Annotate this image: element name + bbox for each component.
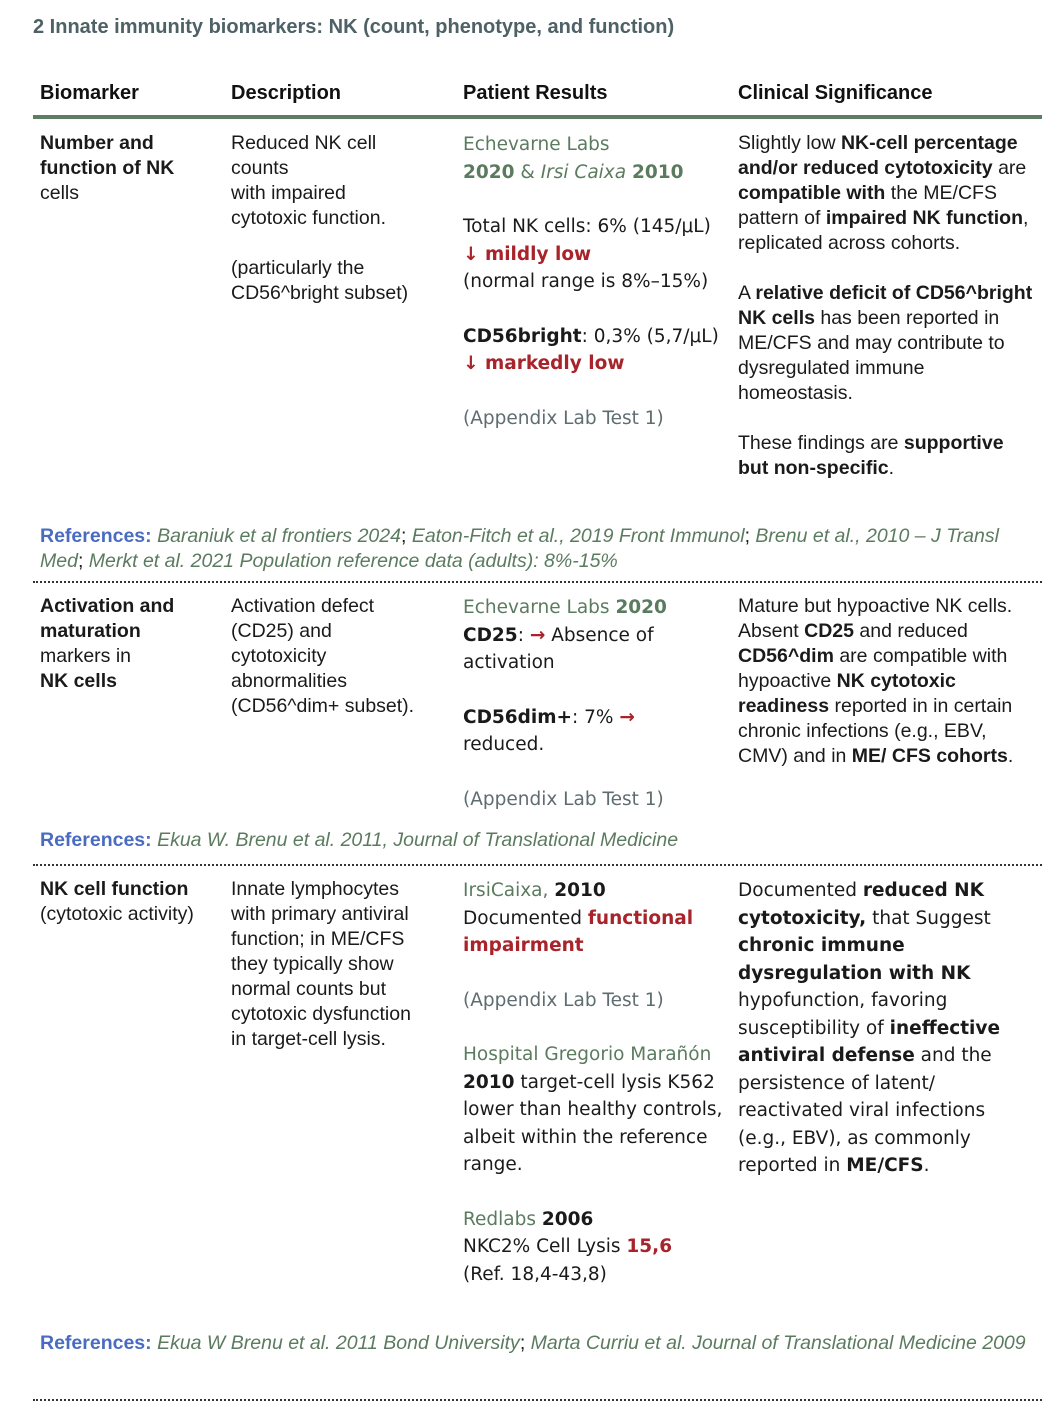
row2-clinical-significance: Mature but hypoactive NK cells. Absent CD25 and reduced CD56^dim are compatible with hypoactive NK cytotoxic readiness reported in in certain chronic infections (e.g., EBV, CMV) and in ME/ CFS cohorts.: [738, 595, 1014, 767]
header-biomarker: Biomarker: [40, 82, 139, 104]
row1-biomarker: Number and function of NK cells: [40, 132, 175, 204]
row3-description: Innate lymphocytes with primary antiviral function; in ME/CFS they typically show normal counts but cytotoxic dysfunction in target-cell lysis.: [231, 878, 411, 1050]
row2-patient-results: Echevarne Labs 2020 CD25: → Absence of activation CD56dim+: 7% → reduced. (Appendix Lab Test 1): [463, 597, 667, 810]
header-rule: [33, 115, 1042, 119]
reference-item: Ekua W. Brenu et al. 2011, Journal of Translational Medicine: [157, 829, 679, 851]
row-divider: [33, 1399, 1042, 1401]
row-divider: [33, 581, 1042, 583]
reference-item: Brenu et al., 2010 – J Transl Med: [40, 525, 999, 572]
reference-item: Marta Curriu et al. Journal of Translational Medicine 2009: [530, 1332, 1026, 1354]
row1-patient-results: Echevarne Labs 2020 & Irsi Caixa 2010 Total NK cells: 6% (145/μL) ↓ mildly low (normal range is 8%–15%) CD56bright: 0,3% (5,7/μL) ↓ markedly low (Appendix Lab Test 1): [463, 134, 719, 429]
reference-item: Baraniuk et al frontiers 2024: [157, 525, 401, 547]
header-patient-results: Patient Results: [463, 82, 608, 104]
row2-description: Activation defect (CD25) and cytotoxicity abnormalities (CD56^dim+ subset).: [231, 595, 415, 717]
reference-item: Merkt et al. 2021 Population reference data (adults): 8%-15%: [88, 550, 618, 572]
reference-item: Eaton-Fitch et al., 2019 Front Immunol: [411, 525, 745, 547]
row3-clinical-significance: Documented reduced NK cytotoxicity, that Suggest chronic immune dysregulation with NK hypofunction, favoring susceptibility of ineffective antiviral defense and the persistence of latent/ reactivated viral infections (e.g., EBV), as commonly reported in ME/CFS.: [738, 880, 1001, 1176]
row2-references: References: Ekua W. Brenu et al. 2011, Journal of Translational Medicine: [40, 829, 679, 851]
row3-biomarker: NK cell function (cytotoxic activity): [40, 878, 194, 925]
section-title: 2 Innate immunity biomarkers: NK (count, phenotype, and function): [33, 16, 675, 38]
header-clinical-significance: Clinical Significance: [738, 82, 933, 104]
row2-biomarker: Activation and maturation markers in NK cells: [40, 595, 175, 692]
row1-description: Reduced NK cell counts with impaired cytotoxic function. (particularly the CD56^bright subset): [231, 132, 409, 304]
row1-references: References: Baraniuk et al frontiers 2024; Eaton-Fitch et al., 2019 Front Immunol; Brenu et al., 2010 – J Transl Med; Merkt et al. 2021 Population reference data (adults): 8%-15%: [40, 525, 999, 572]
row-divider: [33, 864, 1042, 866]
row3-references: References: Ekua W Brenu et al. 2011 Bond University; Marta Curriu et al. Journal of Translational Medicine 2009: [40, 1332, 1026, 1354]
row1-clinical-significance: Slightly low NK-cell percentage and/or reduced cytotoxicity are compatible with the ME/CFS pattern of impaired NK function, replicated across cohorts. A relative deficit of CD56^bright NK cells has been reported in ME/CFS and may contribute to dysregulated immune homeostasis. These findings are supportive but non-specific.: [738, 132, 1033, 479]
reference-item: Ekua W Brenu et al. 2011 Bond University: [157, 1332, 520, 1354]
row3-patient-results: IrsiCaixa, 2010 Documented functional impairment (Appendix Lab Test 1) Hospital Gregorio Marañón 2010 target-cell lysis K562 lower than healthy controls, albeit within the reference range. Redlabs 2006 NKC2% Cell Lysis 15,6 (Ref. 18,4-43,8): [463, 880, 723, 1285]
header-description: Description: [231, 82, 342, 104]
